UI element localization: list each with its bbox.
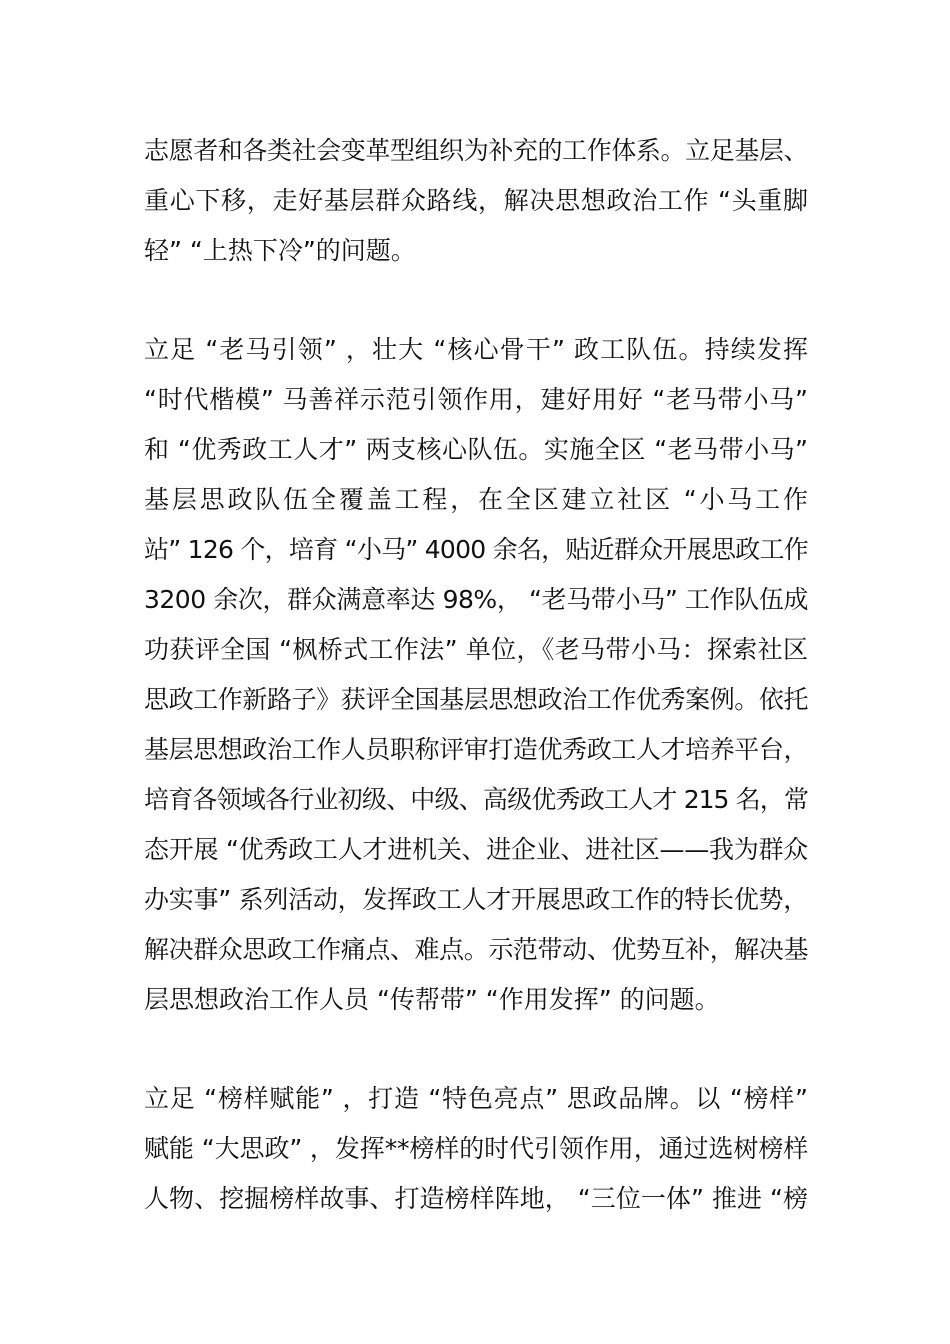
text-line: 和 “优秀政工人才” 两支核心队伍。实施全区 “老马带小马” xyxy=(144,435,808,464)
text-line: 志愿者和各类社会变革型组织为补充的工作体系。立足基层、 xyxy=(144,136,808,165)
text-line: 人物、挖掘榜样故事、打造榜样阵地， “三位一体” 推进 “榜 xyxy=(144,1184,808,1213)
text-line: “时代楷模” 马善祥示范引领作用，建好用好 “老马带小马” xyxy=(144,385,808,414)
text-line: 解决群众思政工作痛点、难点。示范带动、优势互补，解决基 xyxy=(144,935,808,964)
text-line: 培育各领域各行业初级、中级、高级优秀政工人才 215 名，常 xyxy=(144,785,808,814)
text-line: 立足 “榜样赋能” ，打造 “特色亮点” 思政品牌。以 “榜样” xyxy=(144,1084,808,1113)
text-line: 基层思政队伍全覆盖工程，在全区建立社区 “小马工作 xyxy=(144,485,808,514)
text-line: 3200 余次，群众满意率达 98%， “老马带小马” 工作队伍成 xyxy=(144,585,808,614)
text-line: 功获评全国 “枫桥式工作法” 单位，《老马带小马：探索社区 xyxy=(144,635,808,664)
text-line: 立足 “老马引领” ，壮大 “核心骨干” 政工队伍。持续发挥 xyxy=(144,335,808,364)
text-line: 办实事” 系列活动，发挥政工人才开展思政工作的特长优势， xyxy=(144,885,808,914)
text-line: 赋能 “大思政” ，发挥**榜样的时代引领作用，通过选树榜样 xyxy=(144,1134,808,1163)
text-line: 轻” “上热下冷”的问题。 xyxy=(144,236,416,265)
text-line: 基层思想政治工作人员职称评审打造优秀政工人才培养平台， xyxy=(144,735,808,764)
text-line: 态开展 “优秀政工人才进机关、进企业、进社区——我为群众 xyxy=(144,835,808,864)
text-line: 层思想政治工作人员 “传帮带” “作用发挥” 的问题。 xyxy=(144,985,720,1014)
text-line: 重心下移，走好基层群众路线，解决思想政治工作 “头重脚 xyxy=(144,186,808,215)
text-line: 思政工作新路子》获评全国基层思想政治工作优秀案例。依托 xyxy=(144,685,808,714)
text-line: 站” 126 个，培育 “小马” 4000 余名，贴近群众开展思政工作 xyxy=(144,535,808,564)
